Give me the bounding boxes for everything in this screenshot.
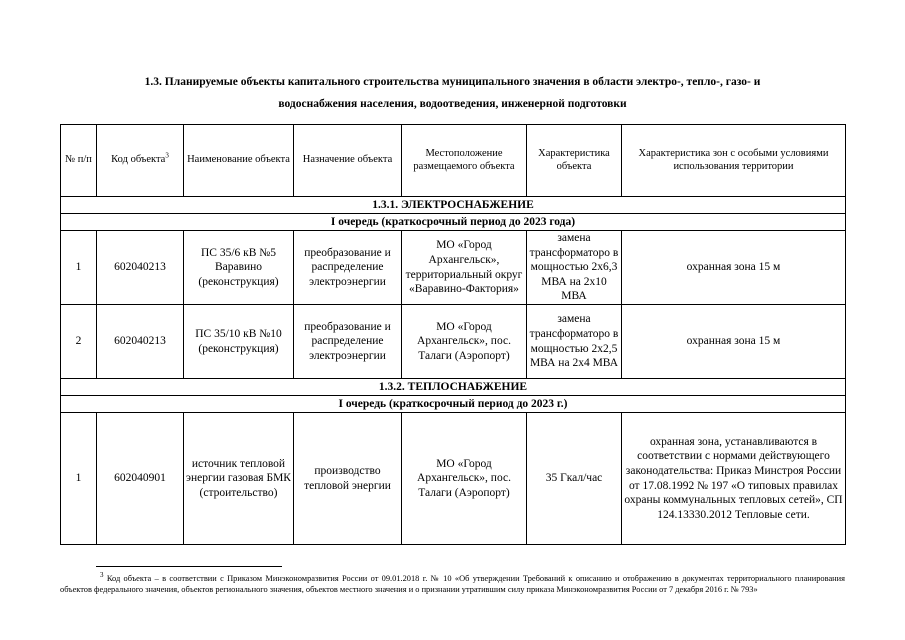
- table-row: [61, 413, 846, 545]
- cell-purpose: производство тепловой энергии: [294, 413, 402, 545]
- cell-zones: охранная зона 15 м: [622, 305, 846, 379]
- table-row: [61, 305, 846, 379]
- stage-title: I очередь (краткосрочный период до 2023 года): [61, 214, 846, 231]
- cell-name: источник тепловой энергии газовая БМК (строительство): [184, 413, 294, 545]
- cell-name: ПС 35/10 кВ №10 (реконструкция): [184, 305, 294, 379]
- section-heading-line-1: 1.3. Планируемые объекты капитального строительства муниципального значения в области электро-, тепло-, газо- и: [144, 76, 761, 88]
- cell-purpose: преобразование и распределение электроэнергии: [294, 231, 402, 305]
- table-header-row: [61, 125, 846, 197]
- cell-characteristic: замена трансформаторо в мощностью 2х2,5 МВА на 2х4 МВА: [527, 305, 622, 379]
- table-row: [61, 231, 846, 305]
- header-name: Наименование объекта: [184, 125, 294, 197]
- cell-characteristic: 35 Гкал/час: [527, 413, 622, 545]
- footnote: [60, 573, 845, 595]
- cell-num: 1: [61, 231, 97, 305]
- stage-title: I очередь (краткосрочный период до 2023 г.): [61, 396, 846, 413]
- cell-location: МО «Город Архангельск», пос. Талаги (Аэропорт): [402, 413, 527, 545]
- header-zones: Характеристика зон с особыми условиями использования территории: [622, 125, 846, 197]
- stage-row: [61, 214, 846, 231]
- stage-row: [61, 396, 846, 413]
- footnote-divider: [96, 566, 282, 567]
- section-title: 1.3.2. ТЕПЛОСНАБЖЕНИЕ: [61, 379, 846, 396]
- header-code-label: Код объекта: [111, 154, 166, 166]
- header-purpose: Назначение объекта: [294, 125, 402, 197]
- cell-num: 1: [61, 413, 97, 545]
- cell-code: 602040901: [97, 413, 184, 545]
- header-characteristic: Характеристика объекта: [527, 125, 622, 197]
- footnote-mark: 3: [100, 571, 104, 580]
- cell-purpose: преобразование и распределение электроэнергии: [294, 305, 402, 379]
- header-num: № п/п: [61, 125, 97, 197]
- section-title-row: [61, 197, 846, 214]
- footnote-ref: 3: [165, 151, 169, 160]
- section-title-row: [61, 379, 846, 396]
- cell-num: 2: [61, 305, 97, 379]
- cell-zones: охранная зона 15 м: [622, 231, 846, 305]
- header-code: [97, 125, 184, 197]
- section-title: 1.3.1. ЭЛЕКТРОСНАБЖЕНИЕ: [61, 197, 846, 214]
- cell-location: МО «Город Архангельск», пос. Талаги (Аэропорт): [402, 305, 527, 379]
- section-heading-line-2: водоснабжения населения, водоотведения, инженерной подготовки: [278, 98, 627, 110]
- cell-code: 602040213: [97, 305, 184, 379]
- cell-code: 602040213: [97, 231, 184, 305]
- cell-name: ПС 35/6 кВ №5 Варавино (реконструкция): [184, 231, 294, 305]
- cell-characteristic: замена трансформаторо в мощностью 2х6,3 МВА на 2х10 МВА: [527, 231, 622, 305]
- cell-location: МО «Город Архангельск», территориальный округ «Варавино-Фактория»: [402, 231, 527, 305]
- planned-objects-table: [60, 124, 846, 545]
- header-location: Местоположение размещаемого объекта: [402, 125, 527, 197]
- cell-zones: охранная зона, устанавливаются в соответствии с нормами действующего законодательства: Приказ Минстроя России от 17.08.1992 № 197 «О типовых правилах охраны коммунальных тепловых сетей», СП 124.13330.2012 Тепловые сети.: [622, 413, 846, 545]
- footnote-text: Код объекта – в соответствии с Приказом Минэкономразвития России от 09.01.2018 г. № 10 «Об утверждении Требований к описанию и отображению в документах территориального планирования объектов федерального значения, объектов регионального значения, объектов местного значения и о признании утратившим силу приказа Минэкономразвития России от 7 декабря 2016 г. № 793»: [60, 574, 846, 594]
